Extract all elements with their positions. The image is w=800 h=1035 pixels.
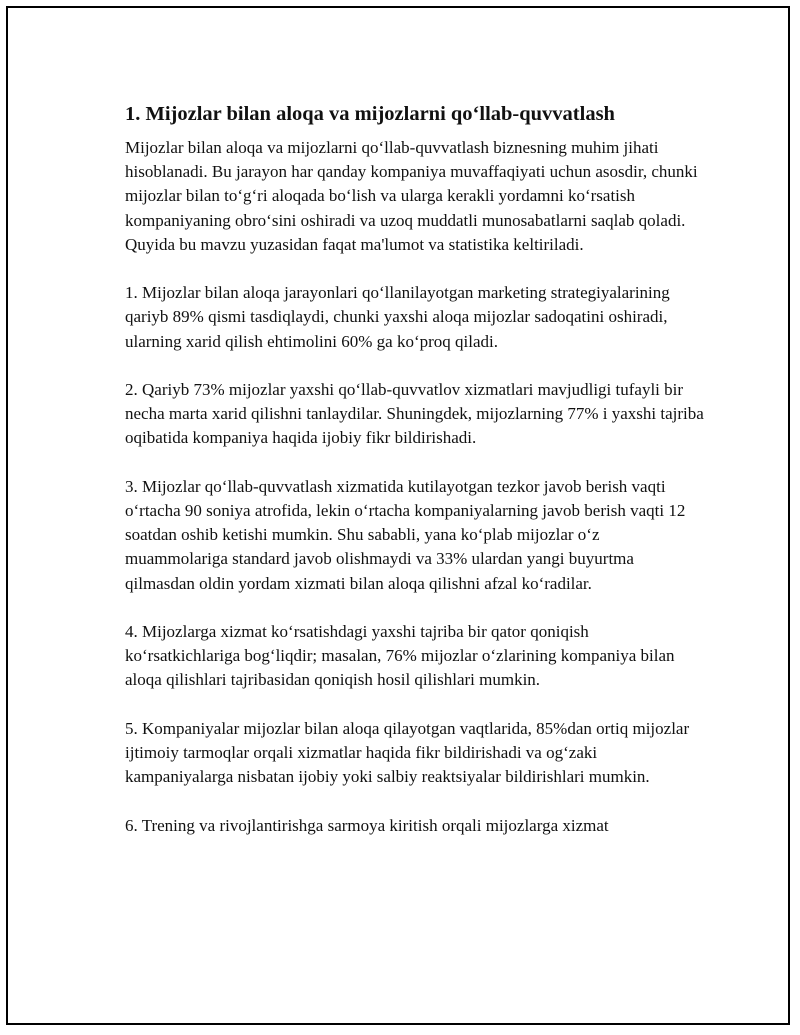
page-frame [6,6,790,1025]
paragraph-item-6: 6. Trening va rivojlantirishga sarmoya kiritish orqali mijozlarga xizmat [125,815,609,835]
paragraph-item-3: 3. Mijozlar qo‘llab-quvvatlash xizmatida kutilayotgan tezkor javob berish vaqti o‘rtacha 90 soniya atrofida, lekin o‘rtacha kompaniyalarning javob berish vaqti 12 soatdan oshib ketishi mumkin. Shu sababli, yana ko‘plab mijozlar o‘z muammolariga standard javob olishmaydi va 33% ulardan yangi buyurtma qilmasdan oldin yordam xizmati bilan aloqa qilishni afzal ko‘radilar. [125,476,686,593]
intro-paragraph: Mijozlar bilan aloqa va mijozlarni qo‘llab-quvvatlash biznesning muhim jihati hisoblanadi. Bu jarayon har qanday kompaniya muvaffaqiyati uchun asosdir, chunki mijozlar bilan to‘g‘ri aloqada bo‘lish va ularga kerakli yordamni ko‘rsatish kompaniyaning obro‘sini oshiradi va uzoq muddatli munosabatlarni saqlab qoladi. Quyida bu mavzu yuzasidan faqat ma'lumot va statistika keltiriladi. [125,138,698,254]
paragraph-item-4: 4. Mijozlarga xizmat ko‘rsatishdagi yaxshi tajriba bir qator qoniqish ko‘rsatkichlariga bog‘liqdir; masalan, 76% mijozlar o‘zlarining kompaniya bilan aloqa qilishlari tajribasidan qoniqish hosil qilishlari mumkin. [125,622,675,690]
paragraph-item-5: 5. Kompaniyalar mijozlar bilan aloqa qilayotgan vaqtlarida, 85%dan ortiq mijozlar ijtimoiy tarmoqlar orqali xizmatlar haqida fikr bildirishadi va og‘zaki kampaniyalarga nisbatan ijobiy yoki salbiy reaktsiyalar bildirishlari mumkin. [125,718,690,787]
paragraph-item-2: 2. Qariyb 73% mijozlar yaxshi qo‘llab-quvvatlov xizmatlari mavjudligi tufayli bir necha marta xarid qilishni tanlaydilar. Shuningdek, mijozlarning 77% i yaxshi tajriba oqibatida kompaniya haqida ijobiy fikr bildirishadi. [125,380,704,448]
paragraph-item-1: 1. Mijozlar bilan aloqa jarayonlari qo‘llanilayotgan marketing strategiyalarining qariyb 89% qismi tasdiqlaydi, chunki yaxshi aloqa mijozlar sadoqatini oshiradi, ularning xarid qilish ehtimolini 60% ga ko‘proq qiladi. [125,283,670,351]
document-body [125,100,705,862]
section-heading: 1. Mijozlar bilan aloqa va mijozlarni qo‘llab-quvvatlash [125,103,615,125]
